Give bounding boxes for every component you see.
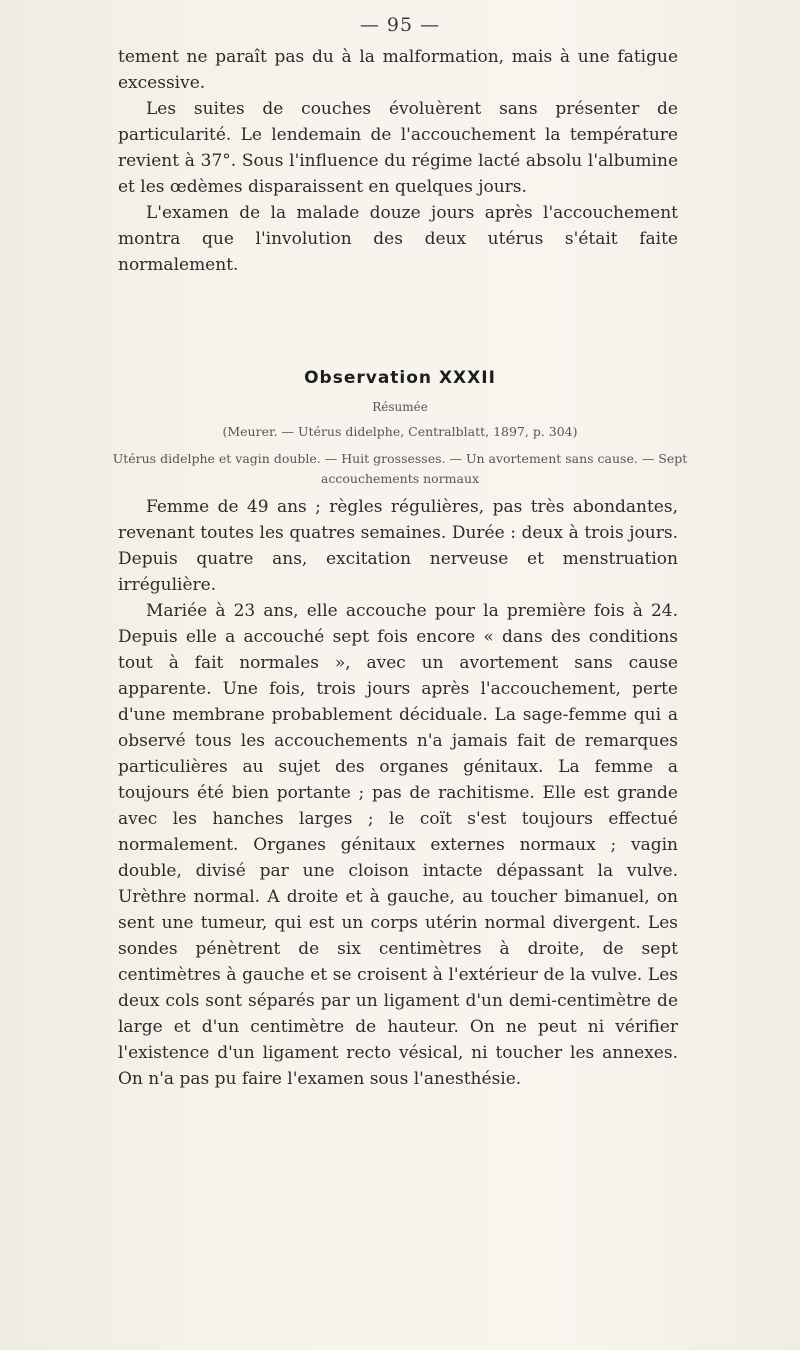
page-number: — 95 —	[359, 14, 441, 36]
paragraph: Les suites de couches évoluèrent sans présenter de particularité. Le lendemain de l'accouchement la température revient à 37°. Sous l'influence du régime lacté absolu l'albumine et les œdèmes disparaissent en quelques jours.	[118, 99, 678, 197]
paragraph: L'examen de la malade douze jours après l'accouchement montra que l'involution des deux utérus s'était faite normalement.	[118, 203, 678, 275]
intro-text	[118, 44, 678, 278]
observation-title: Observation XXXII	[304, 368, 496, 388]
observation-subtitle: Résumée	[372, 400, 428, 414]
case-text	[118, 494, 678, 1092]
paragraph: Mariée à 23 ans, elle accouche pour la première fois à 24. Depuis elle a accouché sept fois encore « dans des conditions tout à fait normales », avec un avortement sans cause apparente. Une fois, trois jours après l'accouchement, perte d'une membrane probablement déciduale. La sage-femme qui a observé tous les accouchements n'a jamais fait de remarques particulières au sujet des organes génitaux. La femme a toujours été bien portante ; pas de rachitisme. Elle est grande avec les hanches larges ; le coït s'est toujours effectué normalement. Organes génitaux externes normaux ; vagin double, divisé par une cloison intacte dépassant la vulve. Urèthre normal. A droite et à gauche, au toucher bimanuel, on sent une tumeur, qui est un corps utérin normal divergent. Les sondes pénètrent de six centimètres à droite, de sept centimètres à gauche et se croisent à l'extérieur de la vulve. Les deux cols sont séparés par un ligament d'un demi-centimètre de large et d'un centimètre de hauteur. On ne peut ni vérifier l'existence d'un ligament recto vésical, ni toucher les annexes. On n'a pas pu faire l'examen sous l'anesthésie.	[118, 601, 678, 1089]
paragraph: Femme de 49 ans ; règles régulières, pas très abondantes, revenant toutes les quatres semaines. Durée : deux à trois jours. Depuis quatre ans, excitation nerveuse et menstruation irrégulière.	[118, 497, 678, 595]
observation-summary: Utérus didelphe et vagin double. — Huit grossesses. — Un avortement sans cause. — Sept accouchements normaux	[112, 451, 688, 486]
paragraph: tement ne paraît pas du à la malformation, mais à une fatigue excessive.	[118, 47, 678, 93]
observation-source: (Meurer. — Utérus didelphe, Centralblatt, 1897, p. 304)	[222, 424, 578, 439]
